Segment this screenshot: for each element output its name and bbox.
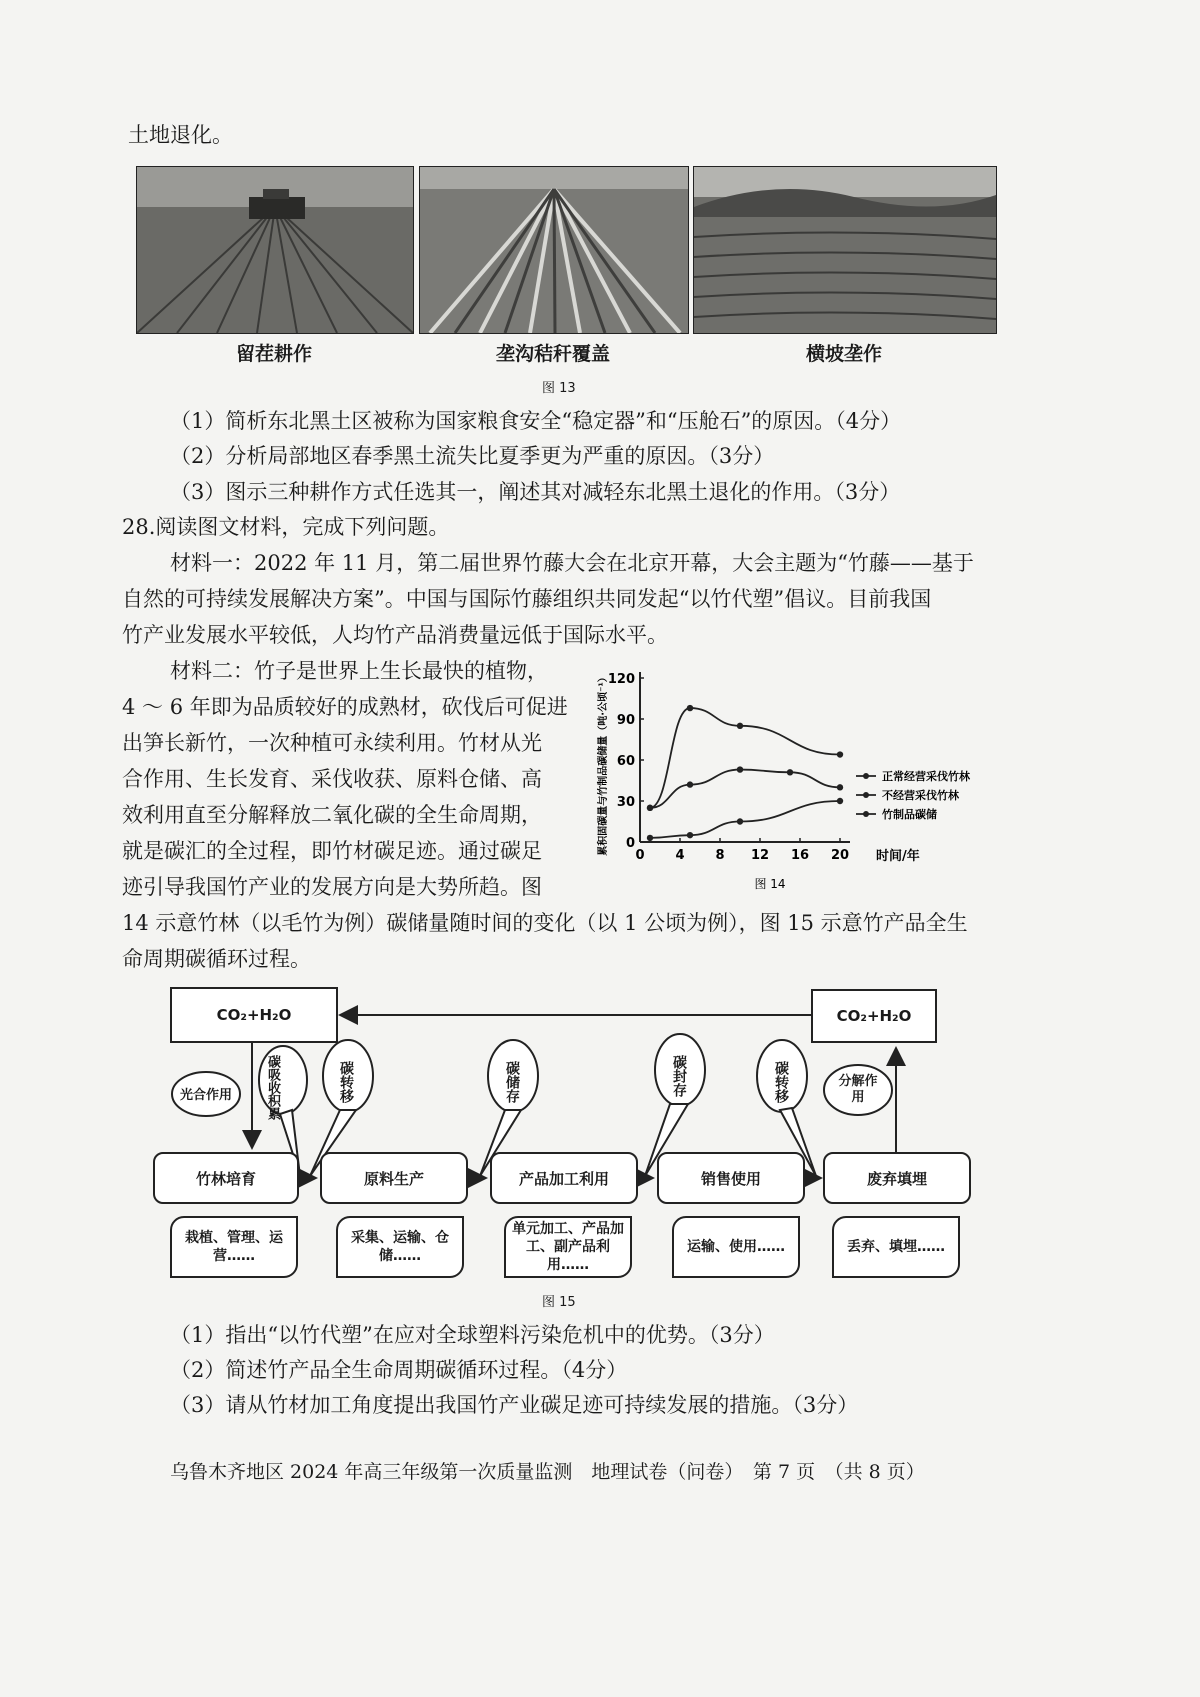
data-point [837,751,843,757]
x-tick-label: 20 [830,848,850,863]
y-tick-label: 120 [607,672,635,687]
x-tick-label: 12 [750,848,770,863]
q28-material2-line6: 就是碳汇的全过程，即竹材碳足迹。通过碳足 [122,839,542,863]
bubble-carbon-storage: 碳储存 [504,1061,520,1103]
q28-material2-line7: 迹引导我国竹产业的发展方向是大势所趋。图 [122,875,542,899]
co2-h2o-right-box: CO₂+H₂O [811,989,937,1043]
stage-sales-use: 销售使用 [657,1152,805,1204]
detail-processing: 单元加工、产品加工、副产品利用…… [504,1216,632,1278]
figure-14-label: 图 14 [754,877,786,891]
q27-question-3: （3）图示三种耕作方式任选其一，阐述其对减轻东北黑土退化的作用。（3分） [170,480,901,504]
y-tick-label: 0 [625,836,635,851]
data-point [687,705,693,711]
q28-material1-line2: 自然的可持续发展解决方案”。中国与国际竹藤组织共同发起“以竹代塑”倡议。目前我国 [122,587,932,611]
series-line-1 [650,708,840,808]
q28-material1-line3: 竹产业发展水平较低，人均竹产品消费量远低于国际水平。 [122,623,668,647]
bubble-carbon-absorb: 碳吸收积累 [265,1054,280,1120]
caption-stubble-tillage: 留茬耕作 [235,343,312,365]
legend-label: 正常经营采伐竹林 [882,770,970,783]
bubble-carbon-transfer-1: 碳转移 [338,1061,354,1103]
q28-material1-line1: 材料一：2022 年 11 月，第二届世界竹藤大会在北京开幕，大会主题为“竹藤——基于 [170,551,974,575]
q28-material2-line5: 效利用直至分解释放二氧化碳的全生命周期， [122,803,542,827]
q28-question-1: （1）指出“以竹代塑”在应对全球塑料污染危机中的优势。（3分） [170,1323,775,1347]
q28-material2-line9: 命周期碳循环过程。 [122,947,311,971]
continuation-text: 土地退化。 [128,123,233,147]
y-tick-label: 90 [616,713,635,728]
caption-ridge-straw-mulch: 垄沟秸秆覆盖 [495,343,610,365]
data-point [737,818,743,824]
photosynthesis-label: 光合作用 [179,1088,232,1103]
legend-label: 竹制品碳储 [882,808,937,821]
series-line-3 [650,801,840,838]
stage-disposal-landfill: 废弃填埋 [823,1152,971,1204]
x-tick-label: 0 [635,848,645,863]
caption-contour-ridge: 横坡垄作 [805,343,882,365]
y-tick-label: 30 [616,795,635,810]
bubble-carbon-transfer-2: 碳转移 [773,1061,789,1103]
x-axis-label: 时间/年 [876,849,920,864]
y-tick-label: 60 [616,754,635,769]
photo-contour-ridge [693,166,997,334]
q28-question-2: （2）简述竹产品全生命周期碳循环过程。（4分） [170,1358,628,1382]
photo-ridge-straw-mulch [419,166,689,334]
detail-sales: 运输、使用…… [672,1216,800,1278]
data-point [737,766,743,772]
q28-material2-line2: 4 ～ 6 年即为品质较好的成熟材，砍伐后可促进 [122,695,568,719]
q27-question-1: （1）简析东北黑土区被称为国家粮食安全“稳定器”和“压舱石”的原因。（4分） [170,409,902,433]
data-point [687,832,693,838]
detail-disposal: 丢弃、填埋…… [832,1216,960,1278]
stage-product-processing: 产品加工利用 [490,1152,638,1204]
x-tick-label: 4 [675,848,685,863]
series-line-2 [650,770,840,808]
photo-stubble-tillage [136,166,414,334]
legend-marker [863,811,869,817]
x-tick-label: 16 [790,848,810,863]
figure-15-label: 图 15 [542,1295,576,1310]
data-point [837,798,843,804]
q28-material2-line3: 出笋长新竹，一次种植可永续利用。竹材从光 [122,731,542,755]
legend-label: 不经营采伐竹林 [882,789,959,802]
co2-h2o-left-box: CO₂+H₂O [170,987,338,1043]
figure-14-chart [590,664,1010,894]
bubble-carbon-sequestration: 碳封存 [671,1055,687,1097]
stage-bamboo-cultivation: 竹林培育 [153,1152,299,1204]
data-point [647,805,653,811]
data-point [837,784,843,790]
decomposition-label: 分解作用 [838,1074,878,1105]
legend-marker [863,792,869,798]
q27-question-2: （2）分析局部地区春季黑土流失比夏季更为严重的原因。（3分） [170,444,775,468]
stage-raw-material-production: 原料生产 [320,1152,468,1204]
figure-13-label: 图 13 [542,381,576,396]
q28-material2-line4: 合作用、生长发育、采伐收获、原料仓储、高 [122,767,542,791]
x-tick-label: 8 [715,848,725,863]
data-point [647,835,653,841]
y-axis-label: 累积固碳量与竹制品碳储量（吨·公顷⁻¹） [598,672,609,856]
page-footer: 乌鲁木齐地区 2024 年高三年级第一次质量监测 地理试卷（问卷） 第 7 页 （共 8 页） [170,1461,925,1483]
q28-material2-line1: 材料二：竹子是世界上生长最快的植物， [170,659,548,683]
data-point [687,781,693,787]
data-point [787,769,793,775]
data-point [737,723,743,729]
detail-cultivation: 栽植、管理、运营…… [170,1216,298,1278]
detail-raw-material: 采集、运输、仓储…… [336,1216,464,1278]
q28-material2-line8: 14 示意竹林（以毛竹为例）碳储量随时间的变化（以 1 公顷为例），图 15 示意竹产品全生 [122,911,968,935]
q28-intro: 28.阅读图文材料，完成下列问题。 [122,515,450,539]
legend-marker [863,773,869,779]
q28-question-3: （3）请从竹材加工角度提出我国竹产业碳足迹可持续发展的措施。（3分） [170,1393,859,1417]
